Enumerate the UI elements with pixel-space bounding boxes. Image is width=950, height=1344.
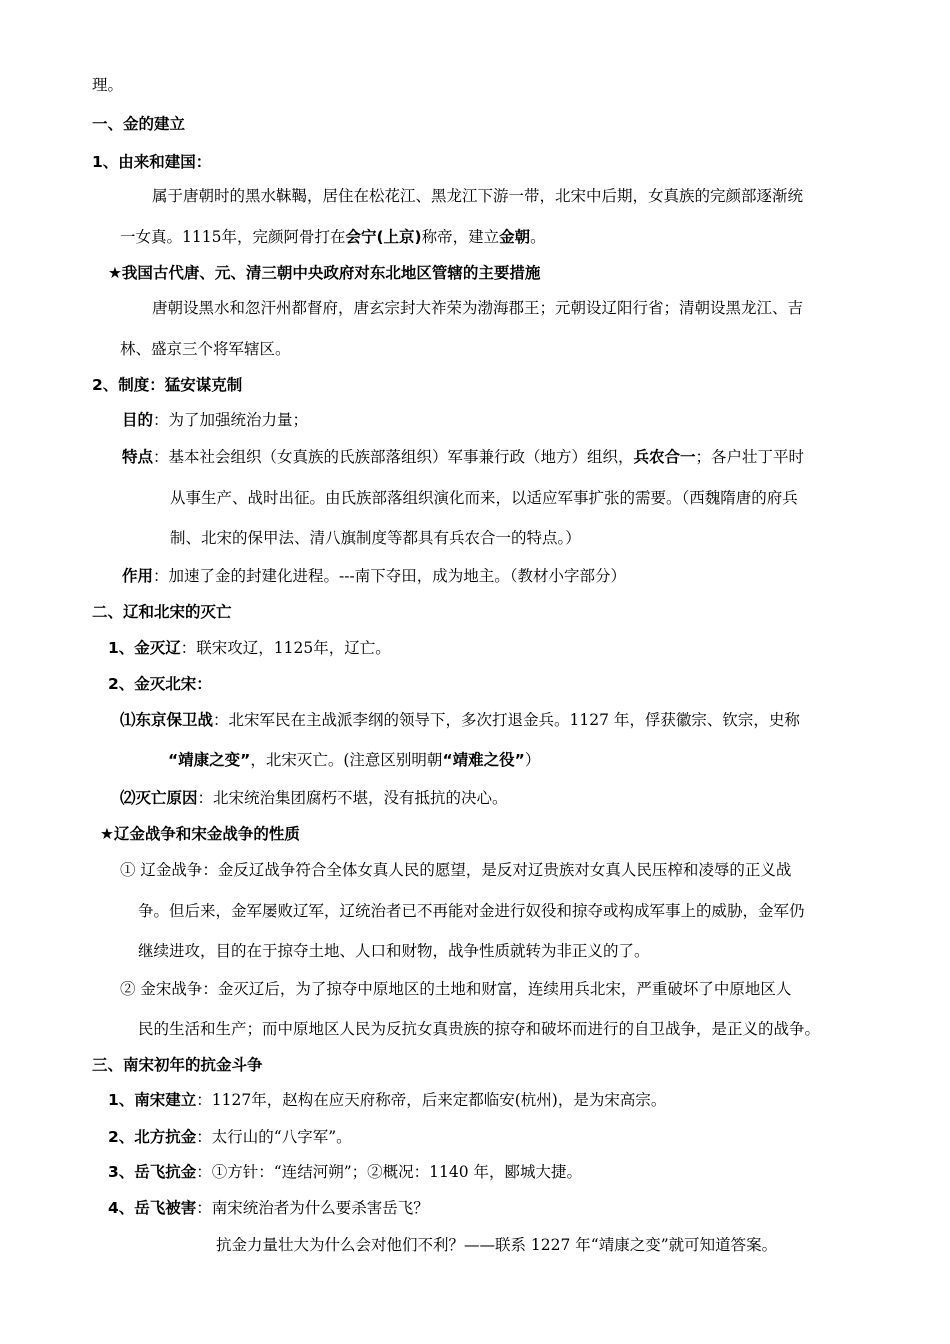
subsection-heading: 2、制度：猛安谋克制 [92, 376, 243, 394]
text-span: ；各户壮丁平时 [695, 448, 805, 466]
text-span: 。 [530, 228, 546, 246]
section-heading: 三、南宋初年的抗金斗争 [92, 1056, 263, 1074]
text-line [122, 566, 626, 586]
text-span: ：基本社会组织（女真族的氏族部落组织）军事兼行政（地方）组织， [153, 448, 634, 466]
label-term: 3、岳飞抗金 [108, 1163, 197, 1181]
text-span: ：南宋统治者为什么要杀害岳飞？ [196, 1199, 429, 1217]
text-span: ：北宋军民在主战派李纲的领导下，多次打退金兵。1127 年，俘获徽宗、钦宗，史称 [213, 711, 800, 729]
text-line [122, 447, 804, 467]
star-heading: ★辽金战争和宋金战争的性质 [100, 825, 300, 843]
text-line [108, 1090, 666, 1110]
bold-term: 金朝 [499, 228, 531, 246]
text-line: 争。但后来，金军屡败辽军，辽统治者已不再能对金进行奴役和掠夺或构成军事上的威胁，金军仍 [138, 902, 805, 920]
text-line [108, 638, 391, 658]
subsection-heading: 1、由来和建国： [92, 153, 212, 171]
text-span: ） [524, 751, 541, 769]
text-line: 制、北宋的保甲法、清八旗制度等都具有兵农合一的特点。） [170, 529, 581, 547]
label-term: 1、金灭辽 [108, 639, 181, 657]
text-line [108, 1198, 429, 1218]
text-line: ② 金宋战争：金灭辽后，为了掠夺中原地区的土地和财富，连续用兵北宋，严重破坏了中原地区人 [120, 980, 792, 998]
text-line [120, 227, 546, 247]
bold-term: 兵农合一 [633, 448, 696, 466]
text-line: 属于唐朝时的黑水靺鞨，居住在松花江、黑龙江下游一带，北宋中后期，女真族的完颜部逐渐统 [152, 187, 804, 205]
label-term: 目的 [122, 411, 154, 429]
text-line: 抗金力量壮大为什么会对他们不利？——联系 1227 年“靖康之变”就可知道答案。 [216, 1236, 778, 1254]
text-span: ：联宋攻辽，1125年，辽亡。 [180, 639, 391, 657]
text-span: 一女真。1115年，完颜阿骨打在 [120, 228, 346, 246]
label-term: ⑴东京保卫战 [120, 711, 214, 729]
label-term: ⑵灭亡原因 [120, 789, 198, 807]
section-heading: 二、辽和北宋的灭亡 [92, 603, 232, 621]
text-line: 继续进攻，目的在于掠夺土地、人口和财物，战争性质就转为非正义的了。 [138, 942, 650, 960]
text-span: ：1127年，赵构在应天府称帝，后来定都临安(杭州)，是为宋高宗。 [196, 1091, 667, 1109]
bold-term: “靖康之变” [168, 751, 251, 769]
bold-term: “靖难之役” [442, 751, 525, 769]
text-line: 从事生产、战时出征。由氏族部落组织演化而来，以适应军事扩张的需要。（西魏隋唐的府兵 [170, 489, 798, 507]
text-line [108, 1162, 582, 1182]
label-term: 4、岳飞被害 [108, 1199, 197, 1217]
text-line: 理。 [92, 76, 124, 94]
text-line: 民的生活和生产；而中原地区人民为反抗女真贵族的掠夺和破坏而进行的自卫战争，是正义的战争。 [138, 1020, 821, 1038]
label-term: 1、南宋建立 [108, 1091, 197, 1109]
label-term: 作用 [122, 567, 154, 585]
text-line [120, 710, 800, 730]
text-line [120, 788, 508, 808]
text-line: 林、盛京三个将军辖区。 [120, 340, 291, 358]
subsection-heading: 2、金灭北宋： [108, 675, 212, 693]
star-heading: ★我国古代唐、元、清三朝中央政府对东北地区管辖的主要措施 [108, 264, 541, 282]
text-span: ：①方针：“连结河朔”；②概况：1140 年，郾城大捷。 [196, 1163, 583, 1181]
label-term: 特点 [122, 448, 154, 466]
text-span: 称帝，建立 [421, 228, 500, 246]
text-span: ：太行山的“八字军”。 [196, 1128, 352, 1146]
section-heading: 一、金的建立 [92, 115, 186, 133]
text-line: ① 辽金战争：金反辽战争符合全体女真人民的愿望，是反对辽贵族对女真人民压榨和凌辱的正义战 [120, 861, 792, 879]
text-line [122, 410, 308, 430]
text-span: ：北宋统治集团腐朽不堪，没有抵抗的决心。 [197, 789, 508, 807]
text-line [168, 750, 540, 770]
text-span: ，北宋灭亡。(注意区别明朝 [250, 751, 443, 769]
text-line: 唐朝设黑水和忽汗州都督府，唐玄宗封大祚荣为渤海郡王；元朝设辽阳行省；清朝设黑龙江、吉 [152, 299, 804, 317]
text-span: ：为了加强统治力量； [153, 411, 309, 429]
bold-term: 会宁(上京) [345, 228, 422, 246]
label-term: 2、北方抗金 [108, 1128, 197, 1146]
text-span: ：加速了金的封建化进程。---南下夺田，成为地主。（教材小字部分） [153, 567, 626, 585]
text-line [108, 1127, 352, 1147]
